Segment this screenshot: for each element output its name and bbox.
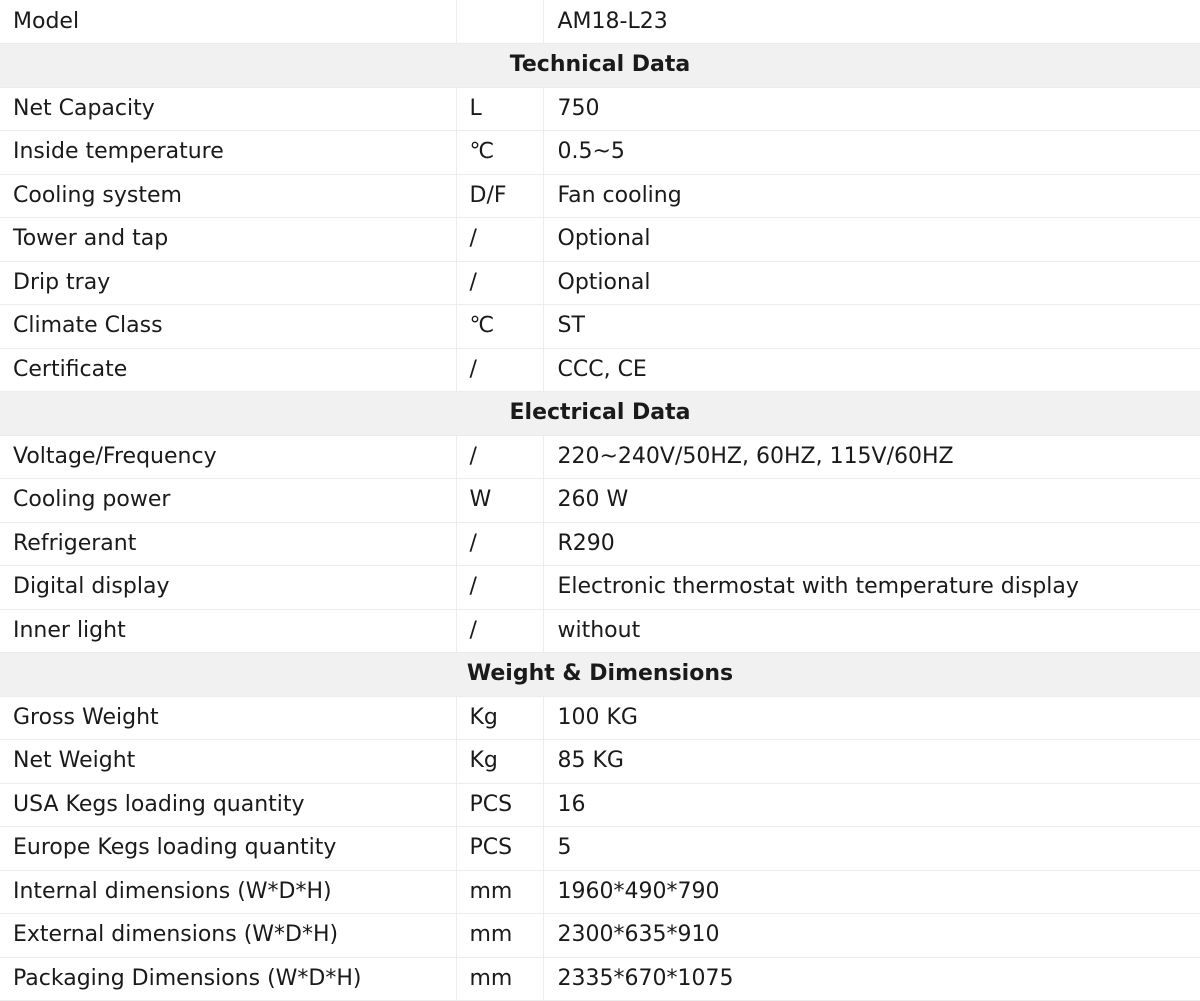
section-header-weight-dimensions	[0, 653, 1200, 697]
spec-label: Europe Kegs loading quantity	[0, 827, 456, 871]
section-title: Technical Data	[0, 44, 1200, 88]
model-row	[0, 0, 1200, 44]
spec-unit: L	[456, 87, 543, 131]
spec-unit: PCS	[456, 783, 543, 827]
spec-unit: /	[456, 609, 543, 653]
table-row	[0, 261, 1200, 305]
table-row	[0, 609, 1200, 653]
section-header-electrical-data	[0, 392, 1200, 436]
spec-unit: mm	[456, 957, 543, 1001]
table-row	[0, 566, 1200, 610]
spec-label: Voltage/Frequency	[0, 435, 456, 479]
model-label: Model	[0, 0, 456, 44]
spec-label: Certificate	[0, 348, 456, 392]
spec-unit: /	[456, 566, 543, 610]
section-header-technical-data	[0, 44, 1200, 88]
spec-unit: ℃	[456, 305, 543, 349]
table-row	[0, 87, 1200, 131]
spec-label: Inside temperature	[0, 131, 456, 175]
spec-value: ST	[543, 305, 1200, 349]
spec-value: 220~240V/50HZ, 60HZ, 115V/60HZ	[543, 435, 1200, 479]
table-row	[0, 740, 1200, 784]
table-row	[0, 348, 1200, 392]
spec-value: Electronic thermostat with temperature display	[543, 566, 1200, 610]
spec-value: 16	[543, 783, 1200, 827]
spec-unit: ℃	[456, 131, 543, 175]
model-unit	[456, 0, 543, 44]
spec-unit: /	[456, 435, 543, 479]
table-row	[0, 957, 1200, 1001]
spec-unit: mm	[456, 870, 543, 914]
table-row	[0, 218, 1200, 262]
spec-label: Net Weight	[0, 740, 456, 784]
table-row	[0, 131, 1200, 175]
spec-label: Gross Weight	[0, 696, 456, 740]
spec-unit: /	[456, 522, 543, 566]
table-row	[0, 305, 1200, 349]
spec-value: 260 W	[543, 479, 1200, 523]
spec-label: Digital display	[0, 566, 456, 610]
spec-label: Refrigerant	[0, 522, 456, 566]
spec-value: Optional	[543, 218, 1200, 262]
spec-value: without	[543, 609, 1200, 653]
table-row	[0, 783, 1200, 827]
spec-unit: PCS	[456, 827, 543, 871]
spec-unit: /	[456, 261, 543, 305]
spec-label: Tower and tap	[0, 218, 456, 262]
spec-label: Drip tray	[0, 261, 456, 305]
table-row	[0, 827, 1200, 871]
spec-value: Fan cooling	[543, 174, 1200, 218]
spec-label: Net Capacity	[0, 87, 456, 131]
spec-value: 0.5~5	[543, 131, 1200, 175]
table-row	[0, 522, 1200, 566]
spec-value: CCC, CE	[543, 348, 1200, 392]
spec-unit: mm	[456, 914, 543, 958]
spec-unit: D/F	[456, 174, 543, 218]
spec-value: 5	[543, 827, 1200, 871]
spec-value: 2300*635*910	[543, 914, 1200, 958]
table-row	[0, 696, 1200, 740]
section-title: Weight & Dimensions	[0, 653, 1200, 697]
spec-label: Climate Class	[0, 305, 456, 349]
spec-value: 85 KG	[543, 740, 1200, 784]
spec-value: 1960*490*790	[543, 870, 1200, 914]
spec-label: Internal dimensions (W*D*H)	[0, 870, 456, 914]
spec-label: External dimensions (W*D*H)	[0, 914, 456, 958]
spec-value: 750	[543, 87, 1200, 131]
spec-value: 100 KG	[543, 696, 1200, 740]
spec-label: USA Kegs loading quantity	[0, 783, 456, 827]
spec-label: Inner light	[0, 609, 456, 653]
spec-label: Cooling power	[0, 479, 456, 523]
table-row	[0, 479, 1200, 523]
table-row	[0, 435, 1200, 479]
spec-value: R290	[543, 522, 1200, 566]
spec-label: Cooling system	[0, 174, 456, 218]
spec-value: 2335*670*1075	[543, 957, 1200, 1001]
spec-value: Optional	[543, 261, 1200, 305]
table-row	[0, 870, 1200, 914]
table-row	[0, 174, 1200, 218]
spec-unit: Kg	[456, 740, 543, 784]
spec-unit: W	[456, 479, 543, 523]
spec-label: Packaging Dimensions (W*D*H)	[0, 957, 456, 1001]
table-row	[0, 914, 1200, 958]
spec-unit: /	[456, 218, 543, 262]
spec-unit: Kg	[456, 696, 543, 740]
spec-unit: /	[456, 348, 543, 392]
section-title: Electrical Data	[0, 392, 1200, 436]
model-value: AM18-L23	[543, 0, 1200, 44]
